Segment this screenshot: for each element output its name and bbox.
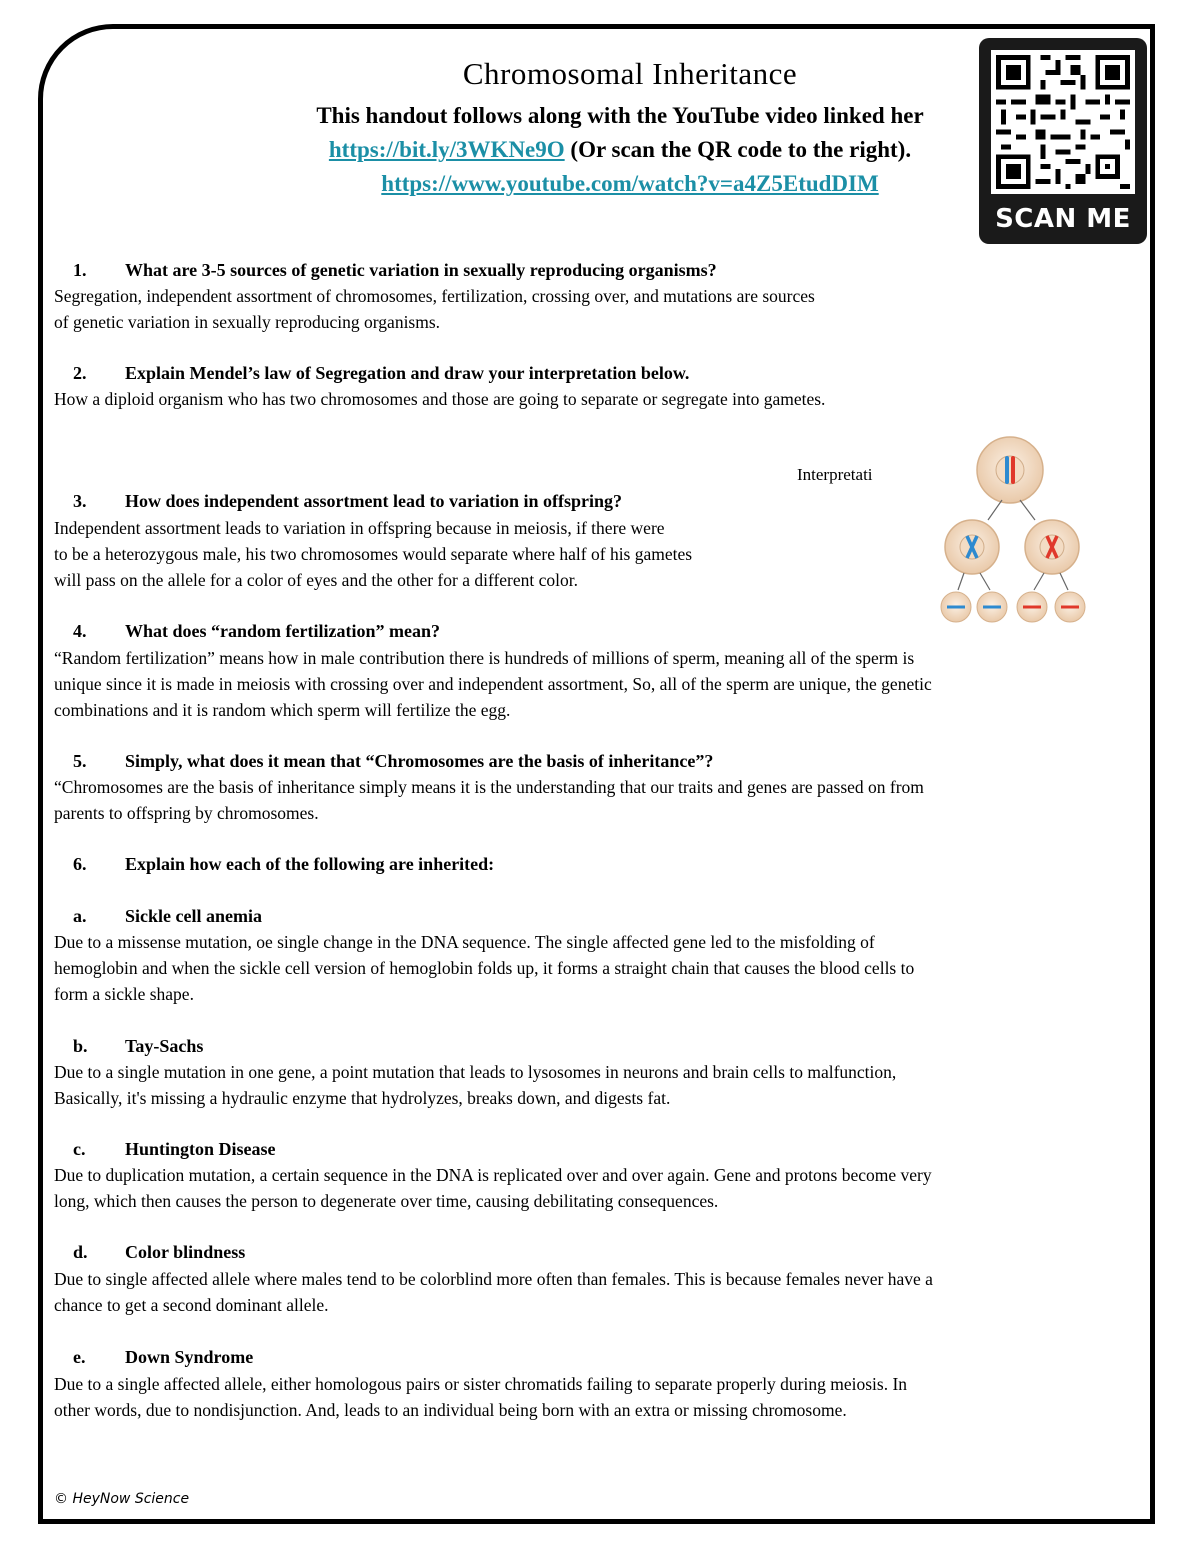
subitem-c: c. Huntington Disease bbox=[73, 1139, 276, 1159]
qr-code-badge[interactable] bbox=[979, 38, 1147, 244]
subitem-b: b. Tay-Sachs bbox=[73, 1036, 204, 1056]
scan-me-label: SCAN ME bbox=[995, 204, 1131, 234]
answer-4-line-2: unique since it is made in meiosis with crossing over and independent assortment, So, all of the sperm are unique, the genetic bbox=[54, 674, 932, 694]
page-title: Chromosomal Inheritance bbox=[462, 56, 798, 91]
answer-c-line-1: Due to duplication mutation, a certain sequence in the DNA is replicated over and over again. Gene and protons become very bbox=[54, 1165, 932, 1185]
chromosome-segregation-diagram bbox=[930, 432, 1100, 627]
answer-5-line-2: parents to offspring by chromosomes. bbox=[54, 803, 319, 823]
answer-d-line-2: chance to get a second dominant allele. bbox=[54, 1295, 329, 1315]
question-3: 3. How does independent assortment lead to variation in offspring? bbox=[73, 491, 623, 511]
link-note: (Or scan the QR code to the right). bbox=[564, 137, 912, 162]
interpretation-label: Interpretati bbox=[797, 465, 873, 484]
answer-2-line-1: How a diploid organism who has two chromosomes and those are going to separate or segregate into gametes. bbox=[54, 389, 826, 409]
question-1: 1. What are 3-5 sources of genetic variation in sexually reproducing organisms? bbox=[73, 260, 717, 280]
question-2: 2. Explain Mendel’s law of Segregation and draw your interpretation below. bbox=[73, 363, 690, 383]
question-6: 6. Explain how each of the following are inherited: bbox=[73, 854, 495, 874]
question-5: 5. Simply, what does it mean that “Chromosomes are the basis of inheritance”? bbox=[73, 751, 714, 771]
answer-c-line-2: long, which then causes the person to degenerate over time, causing debilitating consequences. bbox=[54, 1191, 719, 1211]
answer-a-line-2: hemoglobin and when the sickle cell version of hemoglobin folds up, it forms a straight chain that causes the blood cells to bbox=[54, 958, 915, 978]
answer-3-line-2: to be a heterozygous male, his two chromosomes would separate where half of his gametes bbox=[54, 544, 693, 564]
answer-3-line-1: Independent assortment leads to variation in offspring because in meiosis, if there were bbox=[54, 518, 665, 538]
answer-e-line-2: other words, due to nondisjunction. And, leads to an individual being born with an extra or missing chromosome. bbox=[54, 1400, 847, 1420]
answer-a-line-3: form a sickle shape. bbox=[54, 984, 194, 1004]
copyright-footer: © HeyNow Science bbox=[54, 1491, 190, 1507]
answer-d-line-1: Due to single affected allele where males tend to be colorblind more often than females. This is because females never have a bbox=[54, 1269, 933, 1289]
short-link[interactable]: https://bit.ly/3WKNe9O bbox=[328, 137, 565, 162]
answer-1-line-1: Segregation, independent assortment of chromosomes, fertilization, crossing over, and mutations are sources bbox=[54, 286, 815, 306]
answer-b-line-1: Due to a single mutation in one gene, a point mutation that leads to lysosomes in neurons and brain cells to malfunction, bbox=[54, 1062, 897, 1082]
subitem-e: e. Down Syndrome bbox=[73, 1347, 254, 1367]
answer-e-line-1: Due to a single affected allele, either homologous pairs or sister chromatids failing to separate properly during meiosis. In bbox=[54, 1374, 908, 1394]
answer-4-line-3: combinations and it is random which sperm will fertilize the egg. bbox=[54, 700, 511, 720]
subtitle: This handout follows along with the YouTube video linked her bbox=[316, 103, 924, 128]
answer-1-line-2: of genetic variation in sexually reproducing organisms. bbox=[54, 312, 441, 332]
question-4: 4. What does “random fertilization” mean? bbox=[73, 621, 440, 641]
answer-b-line-2: Basically, it's missing a hydraulic enzyme that hydrolyzes, breaks down, and digests fat. bbox=[54, 1088, 671, 1108]
subitem-a: a. Sickle cell anemia bbox=[73, 906, 262, 926]
answer-4-line-1: “Random fertilization” means how in male contribution there is hundreds of millions of sperm, meaning all of the sperm is bbox=[54, 648, 915, 668]
subitem-d: d. Color blindness bbox=[73, 1242, 246, 1262]
answer-3-line-3: will pass on the allele for a color of eyes and the other for a different color. bbox=[54, 570, 579, 590]
qr-code-icon bbox=[991, 50, 1135, 194]
answer-5-line-1: “Chromosomes are the basis of inheritance simply means it is the understanding that our traits and genes are passed on from bbox=[54, 777, 924, 797]
answer-a-line-1: Due to a missense mutation, oe single change in the DNA sequence. The single affected gene led to the misfolding of bbox=[54, 932, 875, 952]
youtube-link[interactable]: https://www.youtube.com/watch?v=a4Z5EtudDIM bbox=[381, 171, 879, 196]
